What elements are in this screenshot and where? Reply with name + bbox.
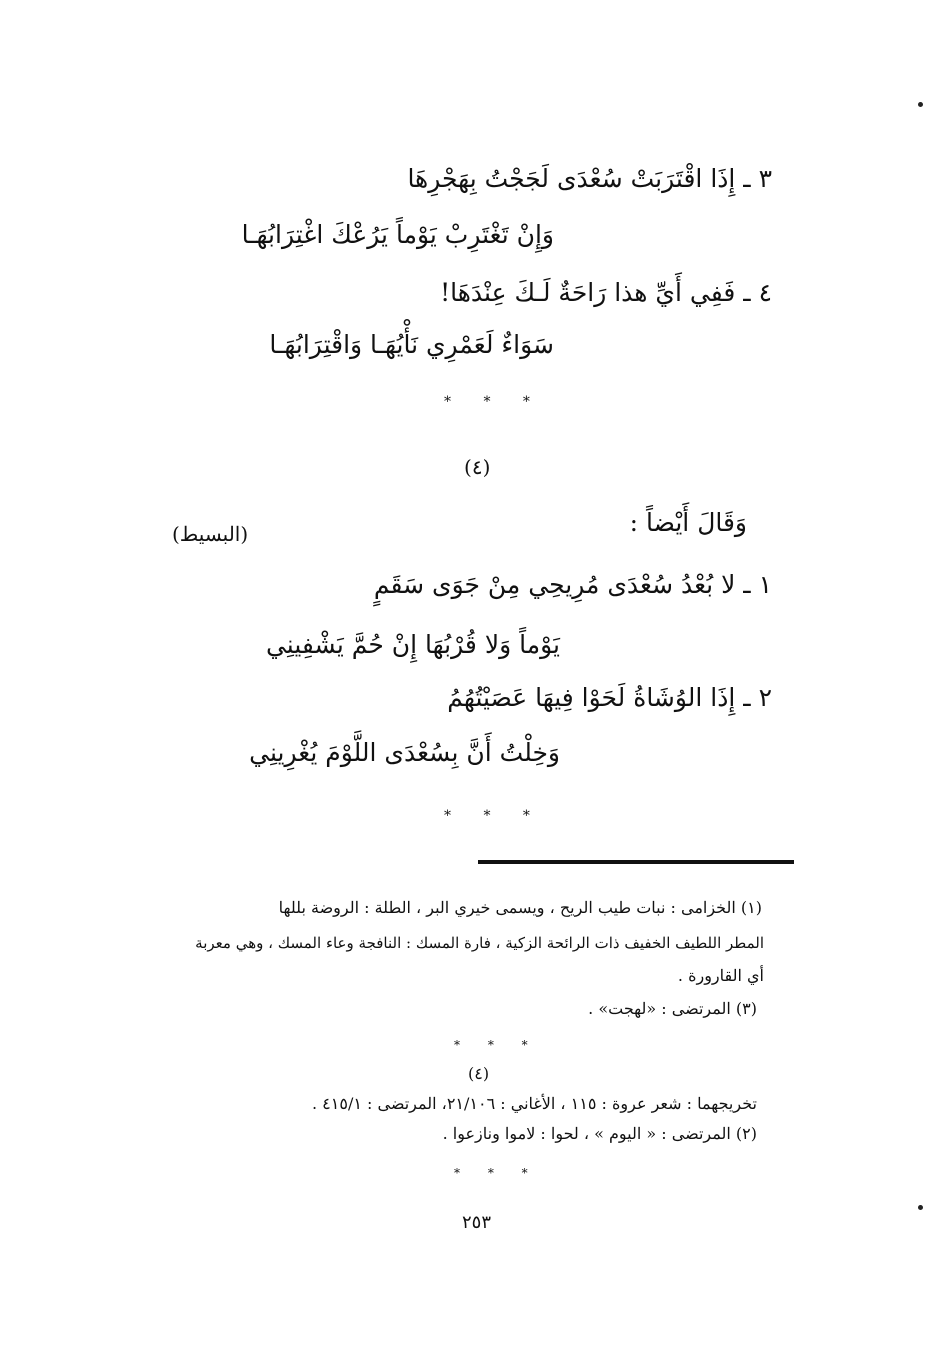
verse-1-first-hemistich: ١ ـ لا بُعْدُ سُعْدَى مُرِيحِي مِنْ جَوَى سَقَمٍ bbox=[373, 570, 772, 599]
section-separator: * * * bbox=[444, 394, 544, 410]
section-separator: * * * bbox=[444, 808, 544, 824]
footnote-1-line-3: أي القارورة . bbox=[677, 966, 764, 985]
margin-dot-bottom bbox=[918, 1205, 923, 1210]
poem-meter: (البسيط) bbox=[172, 522, 249, 546]
verse-2-first-hemistich: ٢ ـ إِذَا الوُشَاةُ لَحَوْا فِيهَا عَصَيْتُهُمُ bbox=[447, 683, 772, 712]
poem-number: (٤) bbox=[464, 455, 491, 479]
verse-3-first-hemistich: ٣ ـ إِذَا اقْتَرَبَتْ سُعْدَى لَجَجْتُ بِهَجْرِهَا bbox=[407, 164, 772, 193]
margin-dot-top bbox=[918, 102, 923, 107]
footnote-divider bbox=[478, 860, 794, 864]
verse-4-second-hemistich: سَوَاءٌ لَعَمْرِي نَأْيُهَـا وَاقْتِرَابُهَـا bbox=[269, 330, 554, 359]
verse-4-first-hemistich: ٤ ـ فَفِي أَيِّ هذا رَاحَةٌ لَـكَ عِنْدَهَا! bbox=[440, 278, 772, 307]
footnote-2: (٢) المرتضى : « اليوم » ، لحوا : لاموا ونازعوا . bbox=[442, 1124, 757, 1143]
verse-2-second-hemistich: وَخِلْتُ أَنَّ بِسُعْدَى اللَّوْمَ يُغْرِينِي bbox=[249, 738, 560, 767]
footnote-separator: * * * bbox=[454, 1038, 540, 1052]
footnote-poem-number: (٤) bbox=[468, 1064, 490, 1083]
page-number: ٢٥٣ bbox=[462, 1212, 492, 1233]
verse-1-second-hemistich: يَوْماً وَلا قُرْبُهَا إِنْ حُمَّ يَشْفِينِي bbox=[265, 630, 560, 659]
footnote-1-line-2: المطر اللطيف الخفيف ذات الرائحة الزكية ، فارة المسك : النافجة وعاء المسك ، وهي معربة bbox=[195, 934, 764, 952]
footnote-separator: * * * bbox=[454, 1166, 540, 1180]
footnote-1-line-1: (١) الخزامى : نبات طيب الريح ، ويسمى خيري البر ، الطلة : الروضة بللها bbox=[278, 898, 762, 917]
footnote-takhrij: تخريجهما : شعر عروة : ١١٥ ، الأغاني : ٢١/١٠٦، المرتضى : ٤١٥/١ . bbox=[312, 1094, 757, 1113]
poem-intro: وَقَالَ أَيْضاً : bbox=[629, 508, 747, 537]
verse-3-second-hemistich: وَإِنْ تَغْتَرِبْ يَوْماً يَرُعْكَ اغْتِرَابُهَـا bbox=[241, 220, 554, 249]
footnote-3: (٣) المرتضى : «لهجت» . bbox=[588, 999, 757, 1018]
